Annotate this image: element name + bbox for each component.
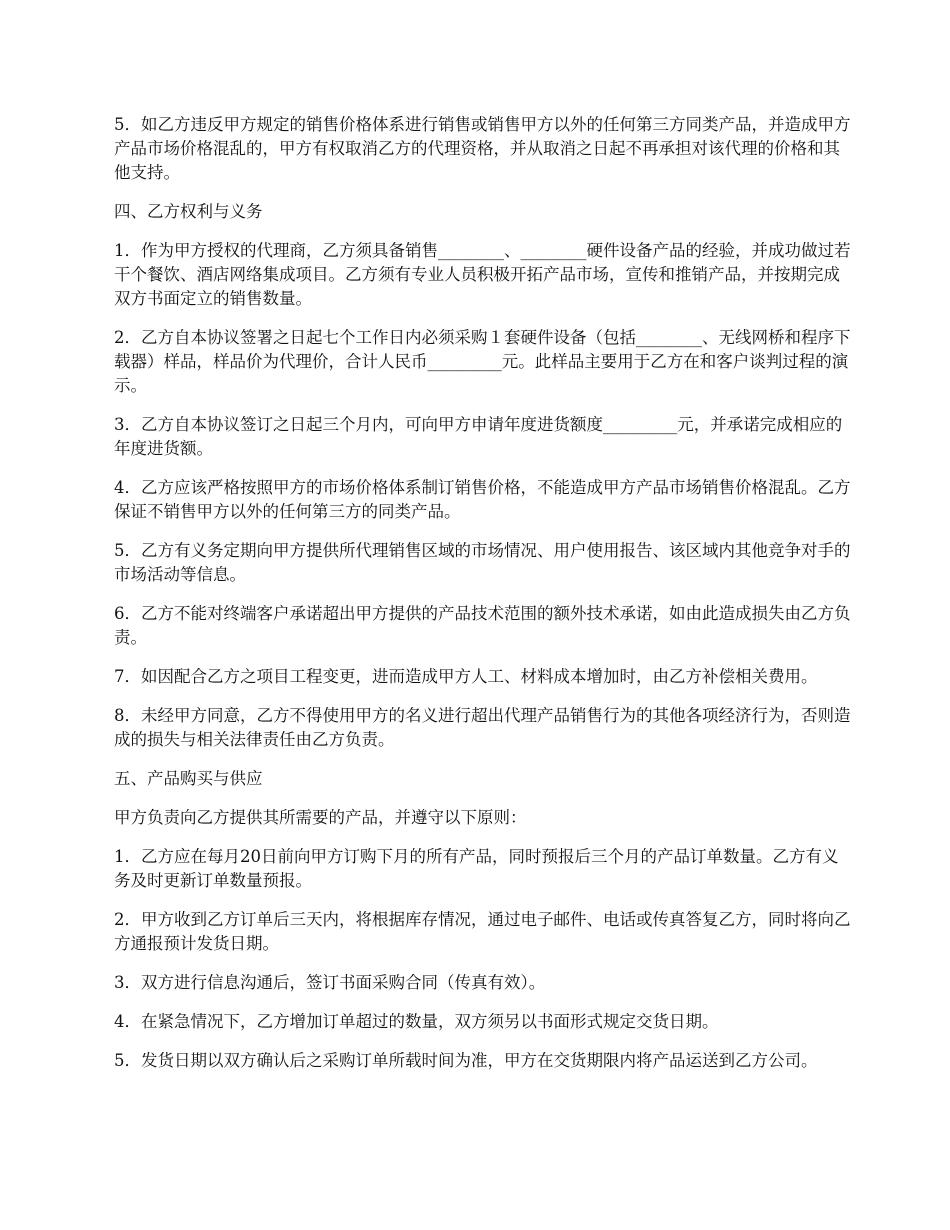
- document-body: [114, 113, 854, 1088]
- intro-paragraph: 甲方负责向乙方提供其所需要的产品，并遵守以下原则：: [114, 808, 527, 827]
- clause-paragraph: 4．乙方应该严格按照甲方的市场价格体系制订销售价格，不能造成甲方产品市场销售价格混乱。乙方保证不销售甲方以外的任何第三方的同类产品。: [114, 478, 851, 521]
- clause-paragraph: 1．作为甲方授权的代理商，乙方须具备销售________、________硬件设备产品的经验，并成功做过若干个餐饮、酒店网络集成项目。乙方须有专业人员积极开拓产品市场，宣传和推销产品，并按期完成双方书面定立的销售数量。: [114, 241, 851, 308]
- clause-paragraph: 6．乙方不能对终端客户承诺超出甲方提供的产品技术范围的额外技术承诺，如由此造成损失由乙方负责。: [114, 604, 851, 647]
- section-heading: 五、产品购买与供应: [114, 769, 263, 788]
- clause-paragraph: 2．甲方收到乙方订单后三天内，将根据库存情况，通过电子邮件、电话或传真答复乙方，同时将向乙方通报预计发货日期。: [114, 910, 851, 953]
- clause-paragraph: 5．发货日期以双方确认后之采购订单所载时间为准，甲方在交货期限内将产品运送到乙方公司。: [114, 1051, 818, 1070]
- clause-paragraph: 8．未经甲方同意，乙方不得使用甲方的名义进行超出代理产品销售行为的其他各项经济行为，否则造成的损失与相关法律责任由乙方负责。: [114, 706, 851, 749]
- clause-paragraph: 7．如因配合乙方之项目工程变更，进而造成甲方人工、材料成本增加时，由乙方补偿相关费用。: [114, 667, 818, 686]
- clause-paragraph: 2．乙方自本协议签署之日起七个工作日内必须采购１套硬件设备（包括________、无线网桥和程序下载器）样品，样品价为代理价，合计人民币_________元。此样品主要用于乙方在和客户谈判过程的演示。: [114, 328, 851, 395]
- clause-paragraph: 3．乙方自本协议签订之日起三个月内，可向甲方申请年度进货额度_________元，并承诺完成相应的年度进货额。: [114, 415, 843, 458]
- section-heading: 四、乙方权利与义务: [114, 202, 263, 221]
- clause-paragraph: 5．如乙方违反甲方规定的销售价格体系进行销售或销售甲方以外的任何第三方同类产品，并造成甲方产品市场价格混乱的，甲方有权取消乙方的代理资格，并从取消之日起不再承担对该代理的价格和其他支持。: [114, 115, 851, 182]
- clause-paragraph: 3．双方进行信息沟通后，签订书面采购合同（传真有效）。: [114, 973, 546, 992]
- clause-paragraph: 4．在紧急情况下，乙方增加订单超过的数量，双方须另以书面形式规定交货日期。: [114, 1012, 719, 1031]
- clause-paragraph: 1．乙方应在每月20日前向甲方订购下月的所有产品，同时预报后三个月的产品订单数量。乙方有义务及时更新订单数量预报。: [114, 847, 839, 890]
- clause-paragraph: 5．乙方有义务定期向甲方提供所代理销售区域的市场情况、用户使用报告、该区域内其他竞争对手的市场活动等信息。: [114, 541, 851, 584]
